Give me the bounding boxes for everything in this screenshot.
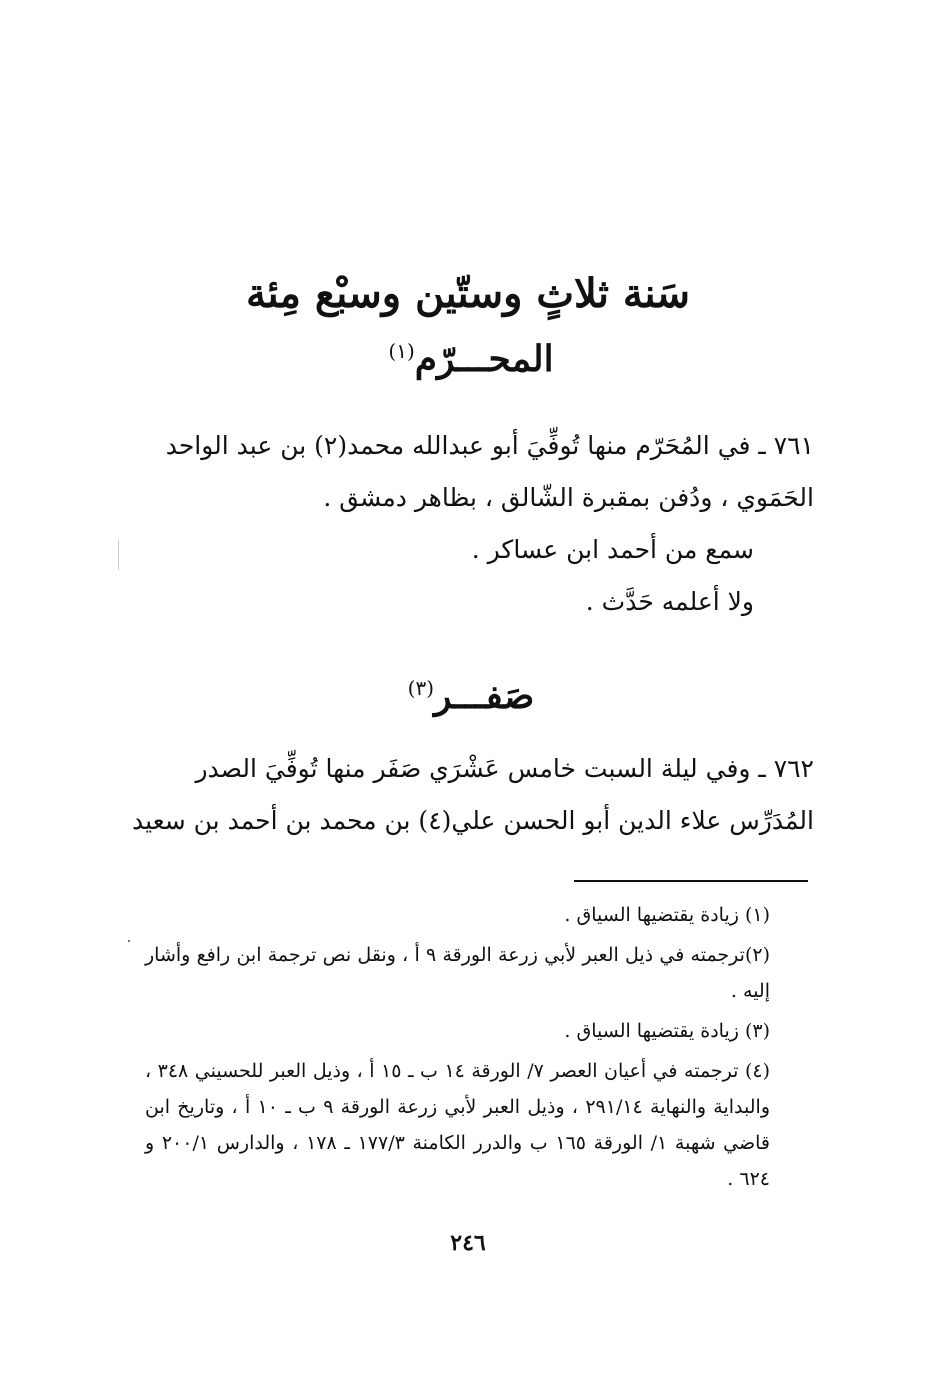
page-number: ٢٤٦ <box>450 1230 486 1256</box>
year-heading: سَنة ثلاثٍ وستّين وسبْع مِئة <box>246 270 690 317</box>
entry-762-line-1: ٧٦٢ ـ وفي ليلة السبت خامس عَشْرَي صَفَر منها تُوفِّيَ الصدر <box>195 754 814 783</box>
scan-speck <box>128 940 130 942</box>
footnote-separator <box>574 880 808 882</box>
entry-761-line-4: ولا أعلمه حَدَّث . <box>585 587 754 616</box>
footnote-ref-1: (١) <box>388 339 415 363</box>
month-heading-safar <box>0 675 936 717</box>
footnote-4: (٤) ترجمته في أعيان العصر ٧/ الورقة ١٤ ب ـ ١٥ أ ، وذيل العبر للحسيني ٣٤٨ ، والبداية والنهاية ٢٩١/١٤ ، وذيل العبر لأبي زرعة الورقة ٩ ب ـ ١٠ أ ، وتاريخ ابن قاضي شهبة ١/ الورقة ١٦٥ ب والدرر الكامنة ١٧٧/٣ ـ ١٧٨ ، والدارس ٢٠٠/١ و ٦٢٤ . <box>145 1060 771 1190</box>
month-title-muharram: المحـــرّم <box>414 338 554 380</box>
entry-761-line-1: ٧٦١ ـ في المُحَرّم منها تُوفِّيَ أبو عبدالله محمد(٢) بن عبد الواحد <box>165 431 814 460</box>
entry-762 <box>130 743 814 847</box>
month-title-safar: صَفـــر <box>434 675 535 717</box>
footnote-2: (٢)ترجمته في ذيل العبر لأبي زرعة الورقة ٩ أ ، ونقل نص ترجمة ابن رافع وأشار إليه . <box>145 944 771 1002</box>
entry-761-line-3: سمع من أحمد ابن عساكر . <box>471 535 754 564</box>
scan-mark <box>118 540 119 570</box>
footnotes <box>145 897 810 1201</box>
month-heading-muharram <box>0 338 936 380</box>
footnote-1: (١) زيادة يقتضيها السياق . <box>564 904 770 926</box>
entry-761-line-2: الحَمَوي ، ودُفن بمقبرة الشّالق ، بظاهر دمشق . <box>323 483 814 512</box>
entry-761 <box>130 420 814 628</box>
footnote-3: (٣) زيادة يقتضيها السياق . <box>564 1020 770 1042</box>
footnote-ref-3: (٣) <box>407 676 435 700</box>
entry-762-line-2: المُدَرِّس علاء الدين أبو الحسن علي(٤) بن محمد بن أحمد بن سعيد <box>132 806 814 835</box>
